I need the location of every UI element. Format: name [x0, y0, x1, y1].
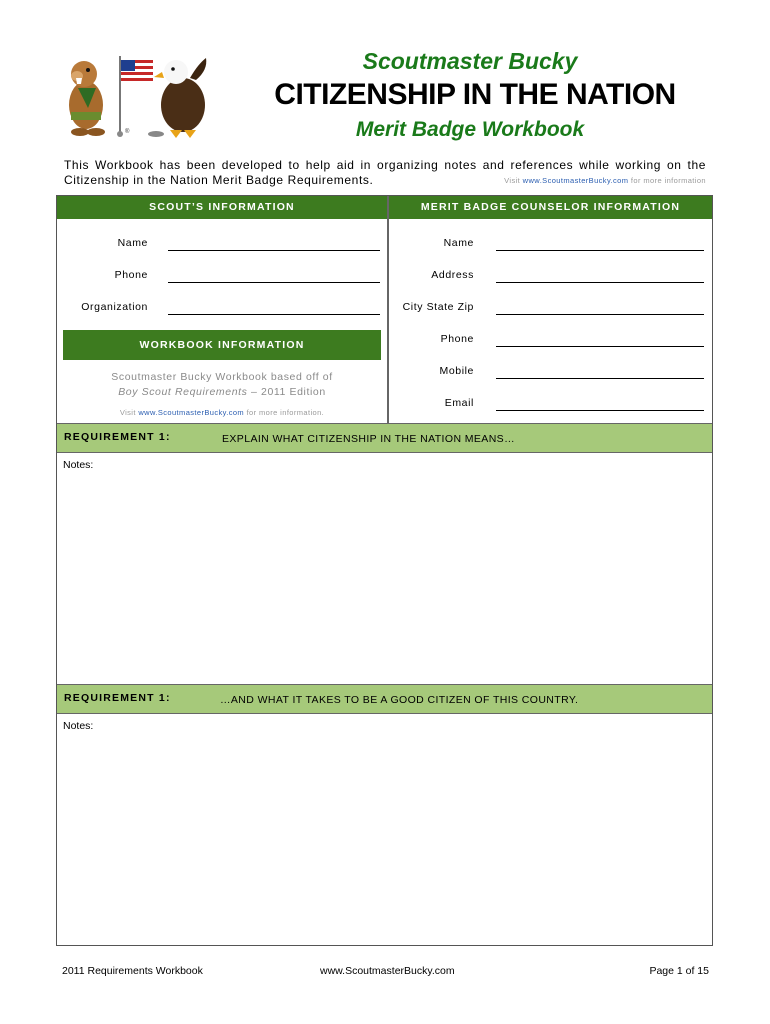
requirement-bar: [57, 684, 712, 714]
counselor-address-field[interactable]: [496, 282, 704, 283]
counselor-mobile-label: Mobile: [439, 365, 474, 377]
counselor-mobile-field[interactable]: [496, 378, 704, 379]
counselor-email-field[interactable]: [496, 410, 704, 411]
scout-name-label: Name: [117, 237, 148, 249]
scout-name-field[interactable]: [168, 250, 380, 251]
footer-page-number: Page 1 of 15: [649, 965, 709, 977]
workbook-info-heading: WORKBOOK INFORMATION: [63, 330, 381, 360]
requirement-text: …AND WHAT IT TAKES TO BE A GOOD CITIZEN OF THIS COUNTRY.: [220, 694, 579, 706]
edition-text: – 2011 Edition: [247, 386, 326, 398]
scout-organization-field[interactable]: [168, 314, 380, 315]
requirement-text: EXPLAIN WHAT CITIZENSHIP IN THE NATION MEANS…: [222, 433, 515, 445]
column-divider: [387, 196, 389, 424]
eagle-icon: [148, 58, 206, 138]
scout-phone-label: Phone: [114, 269, 148, 281]
visit-suffix: for more information.: [244, 408, 325, 417]
website-link[interactable]: www.ScoutmasterBucky.com: [522, 176, 629, 185]
us-flag-icon: [121, 60, 153, 81]
intro-visit-note: [504, 176, 706, 185]
notes-label: Notes:: [63, 459, 94, 471]
website-link[interactable]: www.ScoutmasterBucky.com: [138, 408, 245, 417]
registered-mark: ®: [125, 129, 130, 135]
notes-label: Notes:: [63, 720, 94, 732]
visit-suffix: for more information: [628, 176, 706, 185]
counselor-address-label: Address: [431, 269, 474, 281]
scoutmaster-bucky-logo: [58, 50, 218, 140]
scout-info-heading: SCOUT’S INFORMATION: [57, 196, 387, 219]
notes-area[interactable]: [60, 733, 708, 941]
counselor-email-label: Email: [444, 397, 474, 409]
counselor-info-heading: MERIT BADGE COUNSELOR INFORMATION: [389, 196, 712, 219]
counselor-city-state-zip-field[interactable]: [496, 314, 704, 315]
notes-area[interactable]: [60, 472, 708, 680]
counselor-city-state-zip-label: City State Zip: [402, 301, 474, 313]
workbook-visit-note: [63, 408, 381, 417]
footer-workbook-label: 2011 Requirements Workbook: [62, 965, 203, 977]
brand-title: Scoutmaster Bucky: [362, 48, 578, 74]
scout-phone-field[interactable]: [168, 282, 380, 283]
requirements-title: Boy Scout Requirements: [118, 386, 248, 398]
requirement-bar: [57, 423, 712, 453]
counselor-name-field[interactable]: [496, 250, 704, 251]
counselor-phone-label: Phone: [440, 333, 474, 345]
requirement-label: REQUIREMENT 1:: [64, 692, 171, 704]
page-subtitle: Merit Badge Workbook: [355, 118, 585, 141]
counselor-phone-field[interactable]: [496, 346, 704, 347]
visit-prefix: Visit: [504, 176, 523, 185]
visit-prefix: Visit: [119, 408, 139, 417]
footer-website[interactable]: www.ScoutmasterBucky.com: [320, 965, 455, 977]
workbook-source-line: Scoutmaster Bucky Workbook based off of: [111, 371, 333, 383]
workbook-edition-line: [63, 386, 381, 398]
intro-paragraph: This Workbook has been developed to help aid in organizing notes and references while working on the Citizenship in the Nation Merit Badge Requirements.: [64, 158, 706, 187]
page-title: CITIZENSHIP IN THE NATION: [274, 78, 676, 111]
requirement-label: REQUIREMENT 1:: [64, 431, 171, 443]
counselor-name-label: Name: [443, 237, 474, 249]
scout-organization-label: Organization: [81, 301, 148, 313]
